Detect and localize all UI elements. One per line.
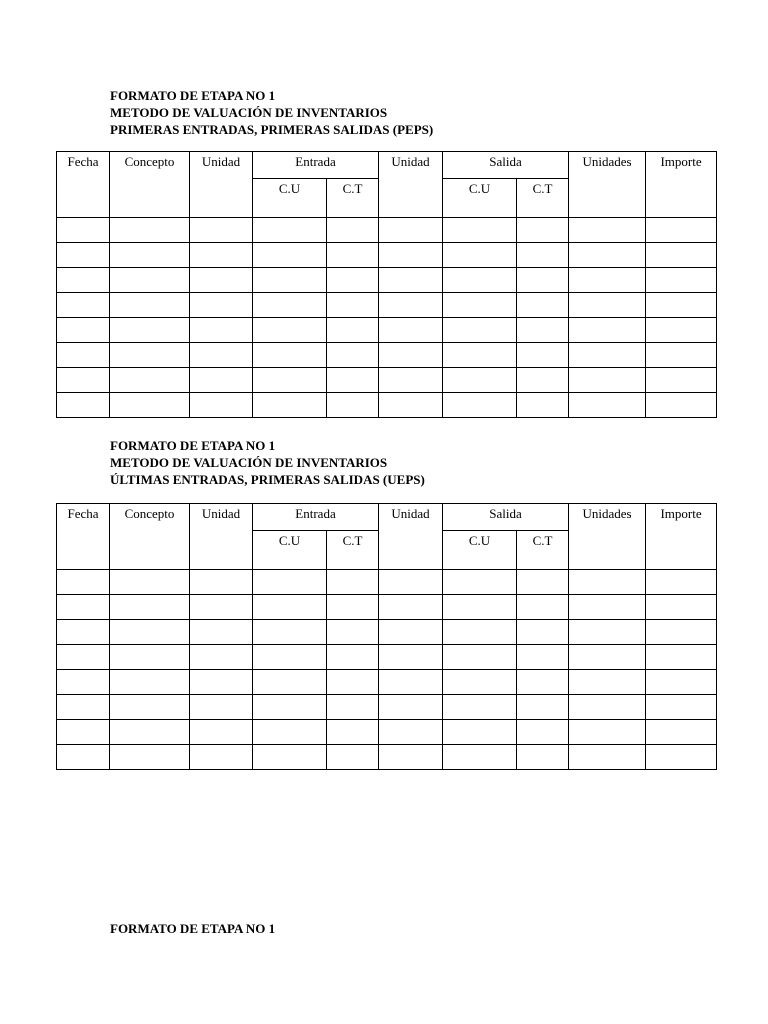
- table-cell: [646, 368, 717, 393]
- table-cell: [443, 268, 517, 293]
- table-cell: [190, 293, 253, 318]
- subheader-salida-cu: C.U: [443, 179, 517, 218]
- table-cell: [443, 318, 517, 343]
- table-cell: [57, 243, 110, 268]
- table-cell: [569, 393, 646, 418]
- table-cell: [110, 393, 190, 418]
- table-cell: [443, 720, 517, 745]
- table-cell: [646, 595, 717, 620]
- table-cell: [253, 745, 327, 770]
- table-cell: [443, 620, 517, 645]
- table-cell: [379, 318, 443, 343]
- table-cell: [57, 318, 110, 343]
- table-cell: [517, 268, 569, 293]
- subheader-salida-ct: C.T: [517, 179, 569, 218]
- table-cell: [569, 268, 646, 293]
- table-cell: [646, 670, 717, 695]
- header-unidades: Unidades: [569, 504, 646, 570]
- table-cell: [517, 293, 569, 318]
- table-cell: [569, 670, 646, 695]
- table-cell: [379, 570, 443, 595]
- section-3-heading: [110, 920, 275, 937]
- table-cell: [253, 318, 327, 343]
- table-cell: [646, 695, 717, 720]
- table-cell: [443, 343, 517, 368]
- header-salida: Salida: [443, 152, 569, 179]
- table-cell: [517, 695, 569, 720]
- table-cell: [327, 720, 379, 745]
- table-cell: [190, 695, 253, 720]
- table-cell: [443, 293, 517, 318]
- table-row: [57, 595, 717, 620]
- header-importe: Importe: [646, 152, 717, 218]
- table-cell: [646, 745, 717, 770]
- table-cell: [443, 243, 517, 268]
- table-cell: [327, 570, 379, 595]
- header-concepto: Concepto: [110, 152, 190, 218]
- table-cell: [646, 243, 717, 268]
- table-cell: [379, 620, 443, 645]
- table-cell: [379, 695, 443, 720]
- table-cell: [57, 695, 110, 720]
- subheader-entrada-cu: C.U: [253, 179, 327, 218]
- table-cell: [517, 595, 569, 620]
- table-cell: [517, 343, 569, 368]
- header-entrada: Entrada: [253, 504, 379, 531]
- table-cell: [646, 645, 717, 670]
- table-cell: [110, 368, 190, 393]
- table-row: [57, 318, 717, 343]
- table-cell: [443, 745, 517, 770]
- table-cell: [57, 745, 110, 770]
- header-unidad: Unidad: [379, 152, 443, 218]
- table-cell: [190, 393, 253, 418]
- table-cell: [569, 645, 646, 670]
- header-unidades: Unidades: [569, 152, 646, 218]
- header-entrada: Entrada: [253, 152, 379, 179]
- table-cell: [253, 243, 327, 268]
- table-cell: [443, 670, 517, 695]
- table-cell: [190, 745, 253, 770]
- table-cell: [190, 670, 253, 695]
- table-cell: [190, 343, 253, 368]
- table-cell: [569, 695, 646, 720]
- table-cell: [110, 595, 190, 620]
- table-cell: [646, 393, 717, 418]
- table-cell: [190, 268, 253, 293]
- table-row: [57, 695, 717, 720]
- table-cell: [646, 218, 717, 243]
- subheader-entrada-cu: C.U: [253, 531, 327, 570]
- table-cell: [379, 343, 443, 368]
- table-cell: [646, 570, 717, 595]
- table-cell: [443, 218, 517, 243]
- table-cell: [517, 393, 569, 418]
- table-cell: [569, 368, 646, 393]
- table-cell: [379, 745, 443, 770]
- table-cell: [517, 620, 569, 645]
- table-cell: [110, 268, 190, 293]
- table-row: [57, 645, 717, 670]
- table-row: [57, 368, 717, 393]
- table-cell: [110, 570, 190, 595]
- table-cell: [379, 268, 443, 293]
- table-cell: [253, 670, 327, 695]
- table-row: [57, 243, 717, 268]
- table-cell: [379, 218, 443, 243]
- table-cell: [253, 343, 327, 368]
- heading-line: ÚLTIMAS ENTRADAS, PRIMERAS SALIDAS (UEPS): [110, 472, 425, 487]
- table-cell: [443, 368, 517, 393]
- table-cell: [569, 720, 646, 745]
- header-concepto: Concepto: [110, 504, 190, 570]
- table-row: [57, 720, 717, 745]
- table-cell: [253, 645, 327, 670]
- header-unidad: Unidad: [190, 152, 253, 218]
- table-cell: [443, 393, 517, 418]
- table-cell: [253, 268, 327, 293]
- table-cell: [57, 720, 110, 745]
- table-row: [57, 620, 717, 645]
- table-cell: [327, 745, 379, 770]
- table-cell: [253, 393, 327, 418]
- table-cell: [646, 318, 717, 343]
- table-cell: [327, 268, 379, 293]
- table-cell: [443, 570, 517, 595]
- table-cell: [190, 720, 253, 745]
- table-cell: [57, 620, 110, 645]
- header-unidad: Unidad: [190, 504, 253, 570]
- header-unidad: Unidad: [379, 504, 443, 570]
- table-cell: [327, 293, 379, 318]
- table-cell: [110, 318, 190, 343]
- table-cell: [379, 243, 443, 268]
- table-cell: [253, 695, 327, 720]
- table-cell: [190, 595, 253, 620]
- table-cell: [57, 293, 110, 318]
- table-cell: [569, 343, 646, 368]
- table-cell: [57, 368, 110, 393]
- table-row: [57, 218, 717, 243]
- section-1-heading: [110, 87, 433, 138]
- table-cell: [57, 218, 110, 243]
- table-cell: [57, 268, 110, 293]
- table-cell: [57, 595, 110, 620]
- table-cell: [569, 595, 646, 620]
- table-cell: [190, 368, 253, 393]
- table-row: [57, 745, 717, 770]
- table-cell: [57, 570, 110, 595]
- table-cell: [327, 645, 379, 670]
- table-cell: [443, 595, 517, 620]
- table-body: [57, 218, 717, 418]
- table-cell: [379, 368, 443, 393]
- table-cell: [110, 343, 190, 368]
- table-cell: [327, 695, 379, 720]
- table-cell: [517, 318, 569, 343]
- table-cell: [327, 368, 379, 393]
- peps-inventory-table: [56, 151, 717, 418]
- table-cell: [379, 293, 443, 318]
- table-cell: [253, 218, 327, 243]
- table-cell: [569, 745, 646, 770]
- table-cell: [327, 595, 379, 620]
- table-cell: [569, 318, 646, 343]
- table-cell: [379, 720, 443, 745]
- table-cell: [646, 720, 717, 745]
- table-cell: [110, 745, 190, 770]
- table-row: [57, 268, 717, 293]
- table-cell: [443, 645, 517, 670]
- table-cell: [110, 670, 190, 695]
- table-cell: [517, 645, 569, 670]
- heading-line: PRIMERAS ENTRADAS, PRIMERAS SALIDAS (PEPS): [110, 122, 434, 137]
- table-cell: [646, 620, 717, 645]
- table-cell: [517, 218, 569, 243]
- table-cell: [190, 645, 253, 670]
- table-cell: [57, 670, 110, 695]
- ueps-inventory-table: [56, 503, 717, 770]
- table-cell: [327, 243, 379, 268]
- table-cell: [110, 218, 190, 243]
- table-cell: [646, 293, 717, 318]
- table-cell: [569, 570, 646, 595]
- table-cell: [253, 595, 327, 620]
- header-importe: Importe: [646, 504, 717, 570]
- table-cell: [517, 745, 569, 770]
- heading-line: FORMATO DE ETAPA NO 1: [110, 921, 276, 936]
- heading-line: METODO DE VALUACIÓN DE INVENTARIOS: [110, 455, 388, 470]
- table-cell: [327, 393, 379, 418]
- subheader-salida-cu: C.U: [443, 531, 517, 570]
- table-cell: [517, 243, 569, 268]
- table-cell: [190, 620, 253, 645]
- table-row: [57, 670, 717, 695]
- table-cell: [110, 620, 190, 645]
- header-salida: Salida: [443, 504, 569, 531]
- table-cell: [327, 318, 379, 343]
- table-cell: [379, 595, 443, 620]
- table-cell: [379, 670, 443, 695]
- header-fecha: Fecha: [57, 152, 110, 218]
- table-cell: [569, 293, 646, 318]
- section-2-heading: [110, 437, 425, 488]
- table-cell: [327, 670, 379, 695]
- table-cell: [569, 620, 646, 645]
- table-cell: [190, 318, 253, 343]
- table-cell: [327, 343, 379, 368]
- table-cell: [517, 570, 569, 595]
- table-row: [57, 393, 717, 418]
- table-row: [57, 570, 717, 595]
- table-cell: [569, 218, 646, 243]
- table-cell: [57, 645, 110, 670]
- table-cell: [379, 645, 443, 670]
- table-cell: [253, 620, 327, 645]
- table-cell: [57, 343, 110, 368]
- table-cell: [190, 570, 253, 595]
- subheader-salida-ct: C.T: [517, 531, 569, 570]
- table-cell: [110, 293, 190, 318]
- table-cell: [253, 293, 327, 318]
- table-cell: [190, 243, 253, 268]
- table-cell: [110, 645, 190, 670]
- table-cell: [110, 243, 190, 268]
- table-cell: [57, 393, 110, 418]
- table-cell: [646, 268, 717, 293]
- heading-line: FORMATO DE ETAPA NO 1: [110, 88, 276, 103]
- table-cell: [253, 368, 327, 393]
- table-cell: [110, 720, 190, 745]
- table-cell: [190, 218, 253, 243]
- table-cell: [327, 218, 379, 243]
- table-cell: [379, 393, 443, 418]
- table-cell: [646, 343, 717, 368]
- table-body: [57, 570, 717, 770]
- table-cell: [517, 670, 569, 695]
- table-cell: [327, 620, 379, 645]
- subheader-entrada-ct: C.T: [327, 179, 379, 218]
- table-cell: [253, 720, 327, 745]
- table-row: [57, 343, 717, 368]
- table-cell: [569, 243, 646, 268]
- subheader-entrada-ct: C.T: [327, 531, 379, 570]
- table-cell: [443, 695, 517, 720]
- header-fecha: Fecha: [57, 504, 110, 570]
- table-cell: [110, 695, 190, 720]
- heading-line: METODO DE VALUACIÓN DE INVENTARIOS: [110, 105, 388, 120]
- table-cell: [253, 570, 327, 595]
- table-cell: [517, 720, 569, 745]
- heading-line: FORMATO DE ETAPA NO 1: [110, 438, 276, 453]
- table-row: [57, 293, 717, 318]
- table-cell: [517, 368, 569, 393]
